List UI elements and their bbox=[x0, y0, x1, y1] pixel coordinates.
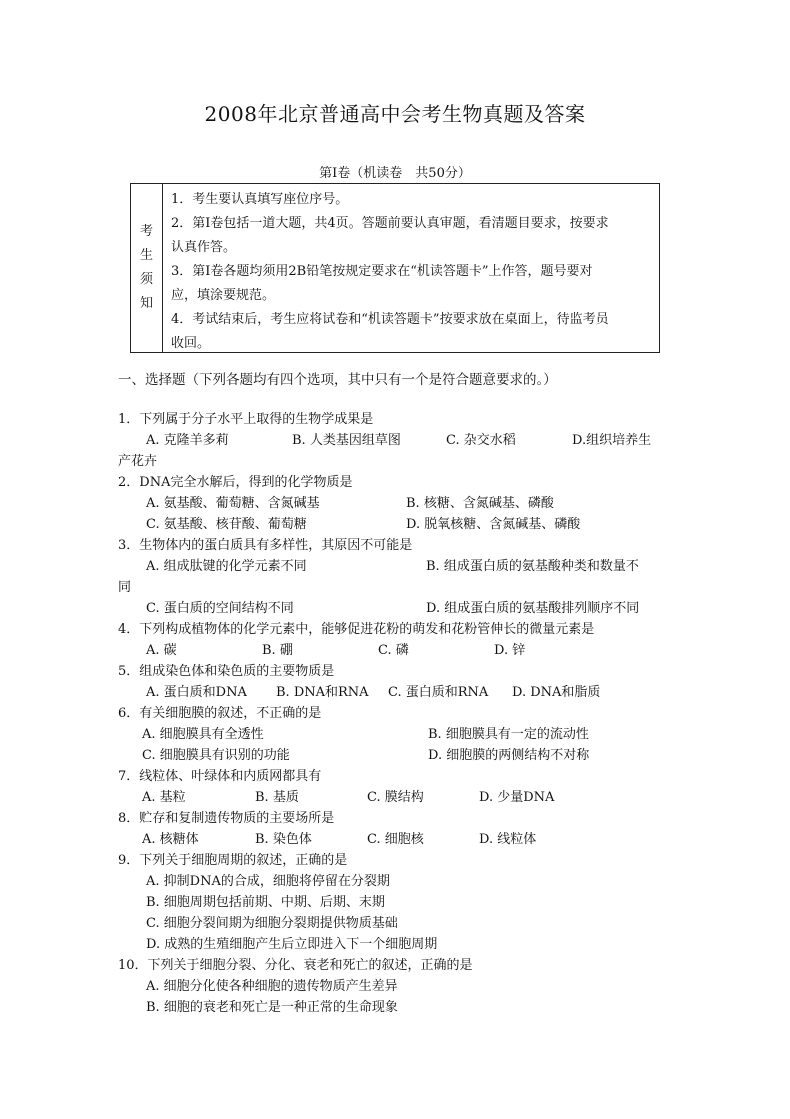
notice-line: 1．考生要认真填写座位序号。 bbox=[171, 192, 349, 207]
option-d: D. 线粒体 bbox=[479, 832, 537, 847]
question-stem: 8．贮存和复制遗传物质的主要场所是 bbox=[118, 811, 335, 826]
notice-line: 3．第Ⅰ卷各题均须用2B铅笔按规定要求在“机读答题卡”上作答，题号要对 bbox=[171, 264, 593, 279]
option-b: B. 细胞周期包括前期、中期、后期、末期 bbox=[146, 895, 385, 910]
notice-label-char: 考 bbox=[139, 224, 153, 239]
option-c: C. 蛋白质和RNA bbox=[388, 685, 489, 700]
option-c: C. 细胞膜具有识别的功能 bbox=[142, 748, 290, 763]
notice-line: 4．考试结束后，考生应将试卷和“机读答题卡”按要求放在桌面上，待监考员 bbox=[171, 312, 609, 327]
option-b-continuation: 同 bbox=[118, 580, 132, 595]
question-4 bbox=[118, 619, 668, 661]
question-6 bbox=[118, 703, 668, 766]
question-stem: 9．下列关于细胞周期的叙述，正确的是 bbox=[118, 853, 348, 868]
option-c: C. 细胞核 bbox=[367, 832, 424, 847]
question-stem: 1．下列属于分子水平上取得的生物学成果是 bbox=[118, 412, 374, 427]
option-d: D. 组成蛋白质的氨基酸排列顺序不同 bbox=[426, 601, 640, 616]
question-2 bbox=[118, 472, 668, 535]
option-c: C. 细胞分裂间期为细胞分裂期提供物质基础 bbox=[146, 916, 398, 931]
option-a: A. 组成肽键的化学元素不同 bbox=[146, 559, 307, 574]
option-row bbox=[118, 430, 668, 451]
option-row bbox=[118, 493, 668, 514]
question-3 bbox=[118, 535, 668, 619]
option-a: A. 蛋白质和DNA bbox=[146, 685, 247, 700]
page-title: 2008年北京普通高中会考生物真题及答案 bbox=[204, 102, 586, 126]
option-row bbox=[118, 745, 668, 766]
option-b: B. 细胞的衰老和死亡是一种正常的生命现象 bbox=[146, 1000, 398, 1015]
question-list bbox=[118, 409, 668, 1018]
option-a: A. 碳 bbox=[146, 643, 177, 658]
option-b: B. 染色体 bbox=[255, 832, 312, 847]
question-stem: 5．组成染色体和染色质的主要物质是 bbox=[118, 664, 335, 679]
option-row bbox=[118, 514, 668, 535]
notice-body bbox=[163, 184, 659, 352]
option-row bbox=[118, 640, 668, 661]
option-b: B. 人类基因组草图 bbox=[292, 433, 401, 448]
option-b: B. 细胞膜具有一定的流动性 bbox=[428, 727, 589, 742]
option-b: B. 基质 bbox=[255, 790, 299, 805]
option-row bbox=[118, 556, 668, 577]
option-d: D. 少量DNA bbox=[479, 790, 555, 805]
option-c: C. 蛋白质的空间结构不同 bbox=[146, 601, 294, 616]
option-a: A. 细胞膜具有全透性 bbox=[142, 727, 264, 742]
notice-label-char: 知 bbox=[139, 296, 153, 311]
notice-label-char: 须 bbox=[139, 272, 153, 287]
option-row bbox=[118, 682, 668, 703]
option-a: A. 抑制DNA的合成，细胞将停留在分裂期 bbox=[146, 874, 390, 889]
option-a: A. 基粒 bbox=[142, 790, 186, 805]
question-5 bbox=[118, 661, 668, 703]
section-header: 第Ⅰ卷（机读卷 共50分） bbox=[319, 166, 471, 181]
notice-line: 收回。 bbox=[171, 336, 211, 351]
question-stem: 2．DNA完全水解后，得到的化学物质是 bbox=[118, 475, 353, 490]
notice-line: 认真作答。 bbox=[171, 240, 237, 255]
section-heading: 一、选择题（下列各题均有四个选项，其中只有一个是符合题意要求的。） bbox=[118, 372, 557, 388]
option-d: D. 脱氧核糖、含氮碱基、磷酸 bbox=[406, 517, 581, 532]
option-a: A. 氨基酸、葡萄糖、含氮碱基 bbox=[146, 496, 320, 511]
question-1 bbox=[118, 409, 668, 472]
notice-line: 应，填涂要规范。 bbox=[171, 288, 276, 303]
notice-label bbox=[131, 184, 163, 352]
option-c: C. 氨基酸、核苷酸、葡萄糖 bbox=[146, 517, 307, 532]
question-stem: 6．有关细胞膜的叙述，不正确的是 bbox=[118, 706, 322, 721]
option-row bbox=[118, 598, 668, 619]
option-b: B. 核糖、含氮碱基、磷酸 bbox=[406, 496, 554, 511]
option-c: C. 杂交水稻 bbox=[446, 433, 516, 448]
option-b: B. 组成蛋白质的氨基酸种类和数量不 bbox=[426, 559, 639, 574]
notice-line: 2．第Ⅰ卷包括一道大题，共4页。答题前要认真审题，看清题目要求，按要求 bbox=[171, 216, 609, 231]
question-7 bbox=[118, 766, 668, 808]
option-b: B. DNA和RNA bbox=[276, 685, 369, 700]
option-d: D. 成熟的生殖细胞产生后立即进入下一个细胞周期 bbox=[146, 937, 438, 952]
option-row bbox=[118, 787, 668, 808]
option-a: A. 克隆羊多莉 bbox=[146, 433, 229, 448]
option-d-continuation: 产花卉 bbox=[118, 454, 158, 469]
option-d: D. 细胞膜的两侧结构不对称 bbox=[428, 748, 590, 763]
question-9 bbox=[118, 850, 668, 955]
option-a: A. 核糖体 bbox=[142, 832, 199, 847]
option-d: D.组织培养生 bbox=[572, 433, 652, 448]
notice-label-char: 生 bbox=[139, 248, 153, 263]
question-stem: 10．下列关于细胞分裂、分化、衰老和死亡的叙述，正确的是 bbox=[118, 958, 473, 973]
option-d: D. DNA和脂质 bbox=[512, 685, 601, 700]
question-8 bbox=[118, 808, 668, 850]
option-d: D. 锌 bbox=[494, 643, 526, 658]
option-b: B. 硼 bbox=[262, 643, 293, 658]
question-stem: 3．生物体内的蛋白质具有多样性，其原因不可能是 bbox=[118, 538, 413, 553]
option-a: A. 细胞分化使各种细胞的遗传物质产生差异 bbox=[146, 979, 398, 994]
question-stem: 7．线粒体、叶绿体和内质网都具有 bbox=[118, 769, 322, 784]
option-c: C. 膜结构 bbox=[367, 790, 424, 805]
option-c: C. 磷 bbox=[378, 643, 409, 658]
question-stem: 4．下列构成植物体的化学元素中，能够促进花粉的萌发和花粉管伸长的微量元素是 bbox=[118, 622, 595, 637]
question-10 bbox=[118, 955, 668, 1018]
notice-box bbox=[130, 183, 660, 353]
option-row bbox=[118, 829, 668, 850]
option-row bbox=[118, 724, 668, 745]
